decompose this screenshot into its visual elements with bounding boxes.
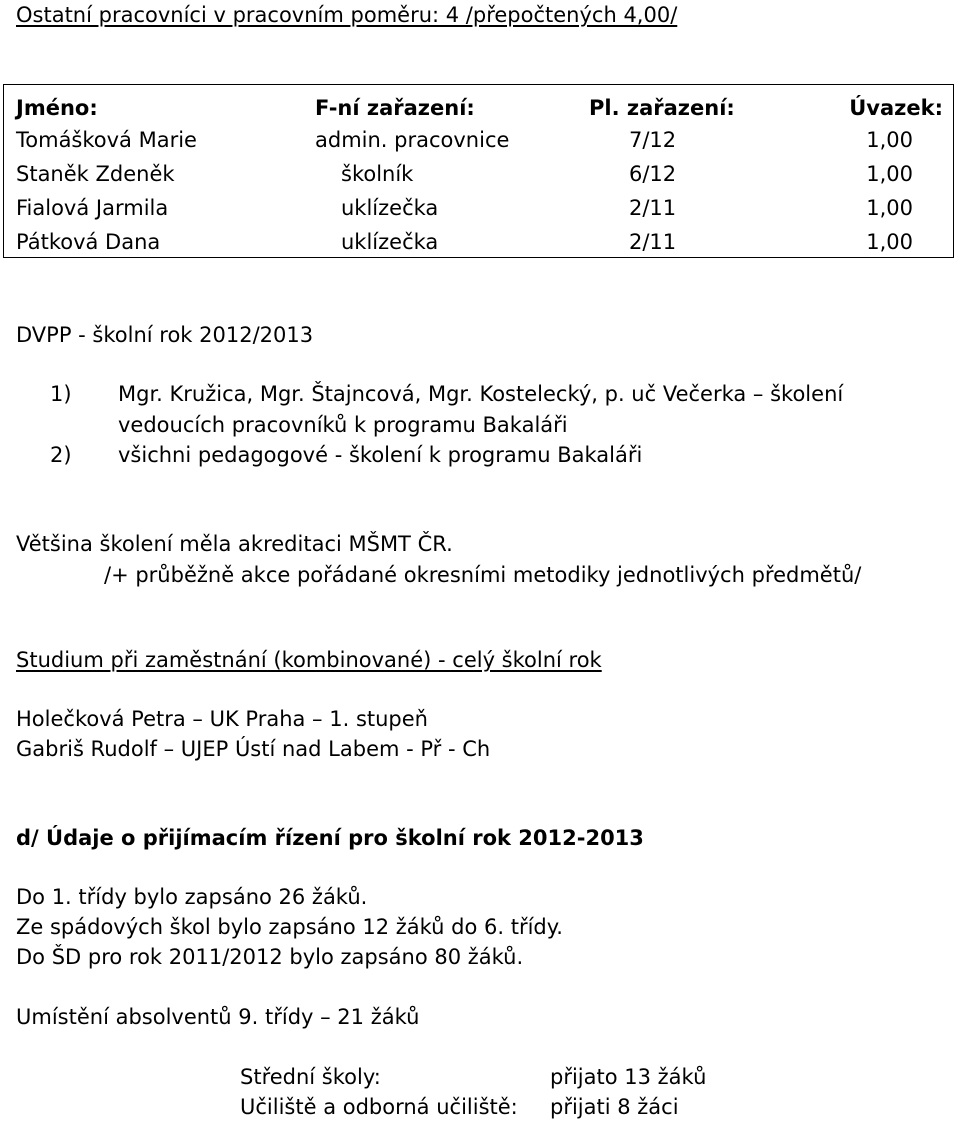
school-type-label: Učiliště a odborná učiliště: — [240, 1095, 518, 1119]
school-type-value: přijati 8 žáci — [550, 1095, 679, 1119]
dvpp-item-number: 2) — [50, 443, 72, 467]
header-workload: Úvazek: — [849, 96, 943, 120]
school-type-value: přijato 13 žáků — [550, 1065, 707, 1089]
admission-line: Ze spádových škol bylo zapsáno 12 žáků do 6. třídy. — [16, 915, 563, 939]
dvpp-heading: DVPP - školní rok 2012/2013 — [16, 323, 314, 347]
dvpp-item-number: 1) — [50, 382, 72, 406]
dvpp-note: Většina školení měla akreditaci MŠMT ČR. — [16, 532, 453, 556]
admission-line: Do 1. třídy bylo zapsáno 26 žáků. — [16, 885, 368, 909]
cell-grade: 7/12 — [629, 128, 677, 152]
school-type-label: Střední školy: — [240, 1065, 381, 1089]
cell-workload: 1,00 — [866, 128, 913, 152]
cell-name: Pátková Dana — [16, 230, 161, 254]
cell-name: Staněk Zdeněk — [16, 162, 175, 186]
cell-workload: 1,00 — [866, 162, 913, 186]
dvpp-item-text: všichni pedagogové - školení k programu Bakaláři — [118, 443, 643, 467]
table-row — [4, 157, 953, 191]
staff-heading: Ostatní pracovníci v pracovním poměru: 4 /přepočtených 4,00/ — [16, 3, 678, 27]
cell-function: školník — [341, 162, 414, 186]
dvpp-note: /+ průběžně akce pořádané okresními metodiky jednotlivých předmětů/ — [104, 563, 862, 587]
cell-function: uklízečka — [341, 196, 439, 220]
header-function: F-ní zařazení: — [315, 96, 475, 120]
cell-name: Fialová Jarmila — [16, 196, 169, 220]
table-row — [4, 191, 953, 225]
cell-workload: 1,00 — [866, 196, 913, 220]
cell-grade: 6/12 — [629, 162, 677, 186]
cell-grade: 2/11 — [629, 196, 677, 220]
admission-heading: d/ Údaje o přijímacím řízení pro školní rok 2012-2013 — [16, 826, 644, 850]
placement-line: Umístění absolventů 9. třídy – 21 žáků — [16, 1005, 420, 1029]
header-grade: Pl. zařazení: — [589, 96, 735, 120]
study-line: Gabriš Rudolf – UJEP Ústí nad Labem - Př - Ch — [16, 737, 491, 761]
cell-grade: 2/11 — [629, 230, 677, 254]
cell-function: uklízečka — [341, 230, 439, 254]
staff-table — [3, 84, 954, 258]
dvpp-item-text: vedoucích pracovníků k programu Bakaláři — [118, 413, 568, 437]
dvpp-item-text: Mgr. Kružica, Mgr. Štajncová, Mgr. Kostelecký, p. uč Večerka – školení — [118, 382, 844, 406]
table-row — [4, 123, 953, 157]
cell-workload: 1,00 — [866, 230, 913, 254]
table-row — [4, 225, 953, 259]
study-line: Holečková Petra – UK Praha – 1. stupeň — [16, 707, 428, 731]
admission-line: Do ŠD pro rok 2011/2012 bylo zapsáno 80 žáků. — [16, 945, 524, 969]
cell-function: admin. pracovnice — [315, 128, 510, 152]
table-header-row — [4, 91, 953, 125]
cell-name: Tomášková Marie — [16, 128, 197, 152]
study-heading: Studium při zaměstnání (kombinované) - celý školní rok — [16, 648, 602, 672]
header-name: Jméno: — [16, 96, 98, 120]
